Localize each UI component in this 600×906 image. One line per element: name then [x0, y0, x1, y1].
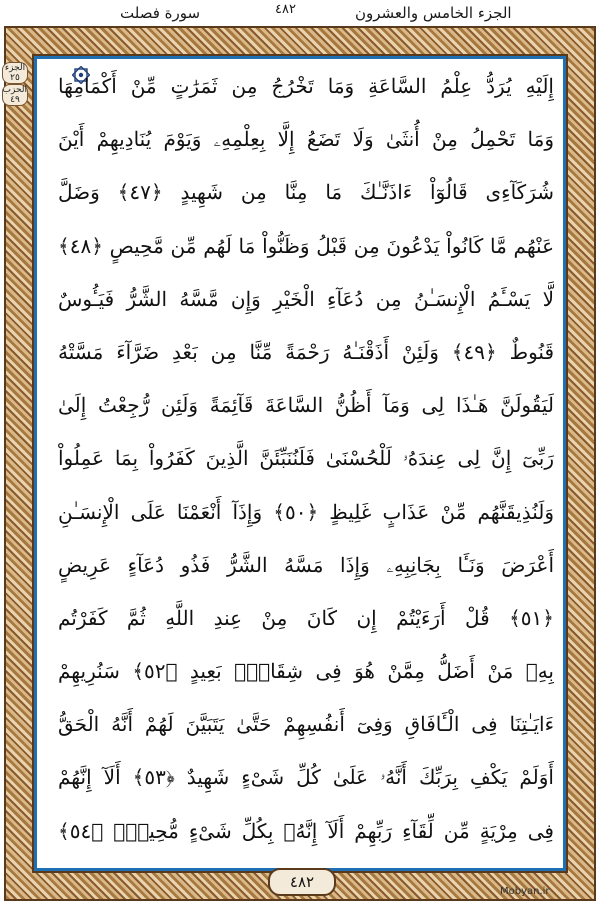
juz-title: الجزء الخامس والعشرون [355, 4, 512, 22]
side-hizb-label: الحزب ٤٩ [2, 85, 27, 105]
side-juz-label: الجزء ٢٥ [2, 62, 28, 84]
verse-line: وَلَنُذِيقَنَّهُم مِّنْ عَذَابٍ غَلِيظٍ ﴿٥٠﴾ وَإِذَآ أَنْعَمْنَا عَلَى الْإِنسَـٰنِ [58, 499, 554, 524]
verse-line: عَنْهُم مَّا كَانُواْ يَدْعُونَ مِن قَبْلُ وَظَنُّواْ مَا لَهُم مِّن مَّحِيصٍ ﴿٤٨﴾ [58, 233, 554, 258]
surah-title: سورة فصلت [120, 4, 201, 22]
page-number: ٤٨٢ [268, 868, 336, 896]
verse-line: أَوَلَمْ يَكْفِ بِرَبِّكَ أَنَّهُۥ عَلَىٰ كُلِّ شَىْءٍ شَهِيدٌ ﴿٥٣﴾ أَلَآ إِنَّهُمْ [58, 765, 554, 790]
verse-line: شُرَكَآءِى قَالُوٓاْ ءَاذَنَّـٰكَ مَا مِنَّا مِن شَهِيدٍ ﴿٤٧﴾ وَضَلَّ [58, 180, 554, 205]
verse-line: قَنُوطٌ ﴿٤٩﴾ وَلَئِنْ أَذَقْنَـٰهُ رَحْمَةً مِّنَّا مِن بَعْدِ ضَرَّآءَ مَسَّتْهُ [58, 339, 554, 364]
verse-lines [58, 60, 554, 858]
verse-line: أَعْرَضَ وَنَـَٔا بِجَانِبِهِۦ وَإِذَا مَسَّهُ الشَّرُّ فَذُو دُعَآءٍ عَرِيضٍ [58, 552, 554, 577]
verse-line: رَبِّىٓ إِنَّ لِى عِندَهُۥ لَلْحُسْنَىٰ فَلَنُنَبِّئَنَّ الَّذِينَ كَفَرُواْ بِمَا عَمِلُواْ [58, 446, 554, 471]
verse-line: فِى مِرْيَةٍ مِّن لِّقَآءِ رَبِّهِمْ أَلَآ إِنَّهُۥ بِكُلِّ شَىْءٍ مُّحِيطٌۢ ﴿٥٤﴾ [58, 818, 554, 843]
verse-line: ءَايَـٰتِنَا فِى الْـَٔافَاقِ وَفِىٓ أَنفُسِهِمْ حَتَّىٰ يَتَبَيَّنَ لَهُمْ أَنَّهُ الْحَقُّ [58, 712, 554, 737]
site-watermark: Mobyan.ir [500, 886, 550, 897]
verse-line: إِلَيْهِ يُرَدُّ عِلْمُ السَّاعَةِ وَمَا تَخْرُجُ مِن ثَمَرَٰتٍ مِّنْ أَكْمَامِهَا [58, 74, 554, 98]
verse-line: لَيَقُولَنَّ هَـٰذَا لِى وَمَآ أَظُنُّ السَّاعَةَ قَآئِمَةً وَلَئِن رُّجِعْتُ إِلَىٰ [58, 393, 554, 418]
verse-line: وَمَا تَحْمِلُ مِنْ أُنثَىٰ وَلَا تَضَعُ إِلَّا بِعِلْمِهِۦ وَيَوْمَ يُنَادِيهِمْ أَيْنَ [58, 127, 554, 152]
header-page-number: ٤٨٢ [275, 2, 296, 17]
verse-line: ﴿٥١﴾ قُلْ أَرَءَيْتُمْ إِن كَانَ مِنْ عِندِ اللَّهِ ثُمَّ كَفَرْتُم [58, 605, 554, 630]
verse-line: بِهِۦ مَنْ أَضَلُّ مِمَّنْ هُوَ فِى شِقَاقٍۭ بَعِيدٍ ﴿٥٢﴾ سَنُرِيهِمْ [58, 659, 554, 684]
verse-line: لَّا يَسْـَٔمُ الْإِنسَـٰنُ مِن دُعَآءِ الْخَيْرِ وَإِن مَّسَّهُ الشَّرُّ فَيَـُٔوسٌ [58, 286, 554, 311]
